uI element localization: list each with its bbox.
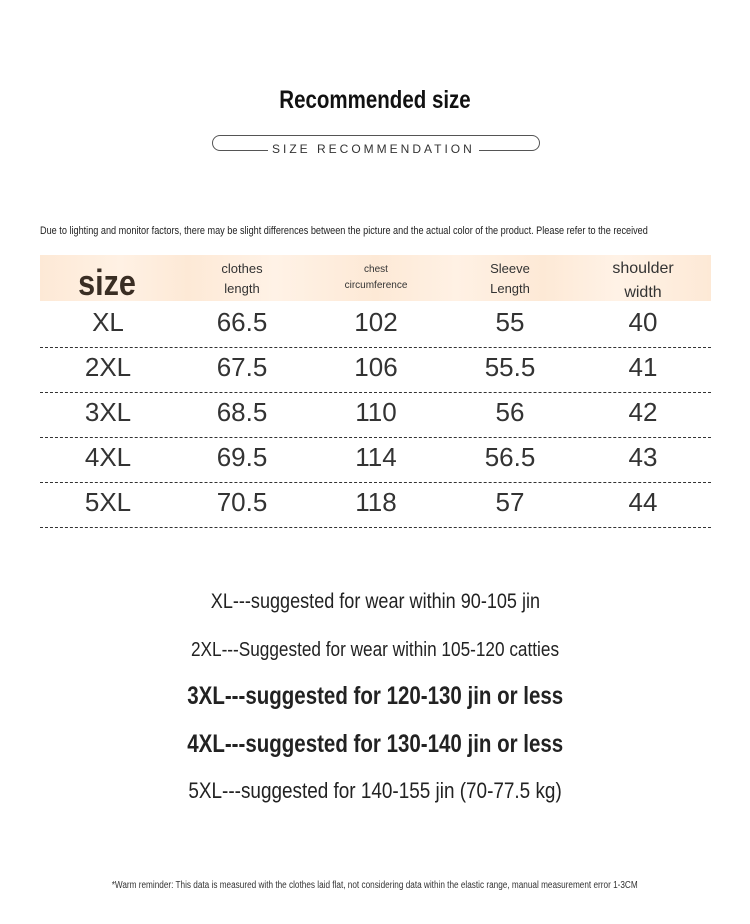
header-shoulder-line1: shoulder — [612, 260, 674, 277]
suggestion-text: 3XL---suggested for 120-130 jin or less — [187, 682, 563, 710]
header-clothes-length-line1: clothes — [221, 261, 263, 276]
cell-shoulder: 44 — [628, 487, 658, 517]
page-title: Recommended size — [279, 86, 471, 114]
cell-sleeve: 55 — [495, 307, 525, 337]
suggestion-item — [0, 730, 750, 759]
cell-shoulder: 43 — [628, 442, 658, 472]
cell-sleeve: 57 — [495, 487, 525, 517]
cell-size: 3XL — [84, 397, 132, 427]
suggestion-item — [0, 682, 750, 711]
header-chest-line1: chest — [364, 264, 388, 275]
cell-length: 66.5 — [216, 307, 268, 337]
header-sleeve-line2: Length — [490, 281, 530, 296]
suggestion-item — [0, 590, 750, 614]
cell-shoulder: 42 — [628, 397, 658, 427]
warm-reminder-text: *Warm reminder: This data is measured with the clothes laid flat, not considering data within the elastic range, manual measurement error 1-3CM — [112, 880, 638, 891]
cell-chest: 110 — [355, 397, 397, 427]
warm-reminder — [0, 880, 750, 891]
cell-length: 67.5 — [216, 352, 268, 382]
cell-size: 4XL — [84, 442, 132, 472]
cell-chest: 118 — [355, 487, 397, 517]
suggestion-text: 2XL---Suggested for wear within 105-120 catties — [190, 639, 560, 661]
header-size: size — [78, 262, 136, 303]
table-row — [40, 482, 711, 528]
cell-size: 5XL — [84, 487, 132, 517]
cell-chest: 106 — [354, 352, 398, 382]
header-sleeve — [460, 259, 560, 299]
color-notice: Due to lighting and monitor factors, there may be slight differences between the picture and the actual color of the product. Please refer to the received — [40, 225, 648, 237]
cell-sleeve: 56 — [495, 397, 525, 427]
cell-shoulder: 40 — [628, 307, 658, 337]
header-clothes-length-line2: length — [224, 281, 260, 296]
cell-length: 68.5 — [216, 397, 268, 427]
header-chest — [316, 262, 436, 294]
table-row — [40, 302, 711, 348]
header-sleeve-line1: Sleeve — [490, 261, 530, 276]
table-row — [40, 437, 711, 483]
subtitle: SIZE RECOMMENDATION — [268, 142, 479, 156]
suggestion-item — [0, 778, 750, 804]
suggestion-text: XL---suggested for wear within 90-105 jin — [210, 590, 540, 613]
header-chest-line2: circumference — [344, 280, 408, 291]
cell-shoulder: 41 — [628, 352, 658, 382]
cell-sleeve: 55.5 — [484, 352, 536, 382]
table-row — [40, 392, 711, 438]
cell-sleeve: 56.5 — [484, 442, 536, 472]
header-shoulder — [588, 257, 698, 305]
cell-size: XL — [92, 307, 124, 337]
suggestion-text: 5XL---suggested for 140-155 jin (70-77.5 kg) — [188, 778, 562, 803]
header-shoulder-line2: width — [624, 284, 662, 301]
cell-chest: 102 — [354, 307, 398, 337]
suggestion-item — [0, 639, 750, 662]
cell-chest: 114 — [355, 442, 397, 472]
header-clothes-length — [192, 259, 292, 299]
cell-length: 70.5 — [216, 487, 268, 517]
suggestion-text: 4XL---suggested for 130-140 jin or less — [187, 730, 563, 758]
cell-size: 2XL — [84, 352, 132, 382]
table-row — [40, 347, 711, 393]
cell-length: 69.5 — [216, 442, 268, 472]
